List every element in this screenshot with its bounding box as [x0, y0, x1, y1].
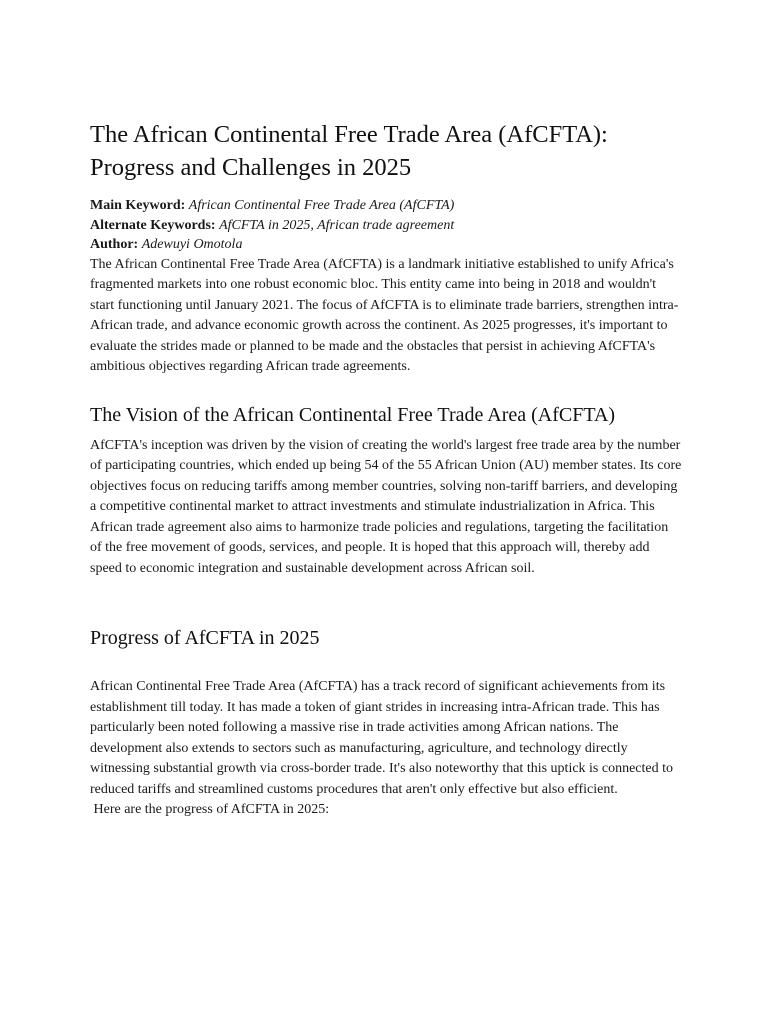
alternate-keywords-label: Alternate Keywords: — [90, 217, 216, 233]
main-keyword-label: Main Keyword: — [90, 198, 186, 213]
document-title: The African Continental Free Trade Area (AfCFTA): Progress and Challenges in 2025 — [90, 121, 608, 181]
author-value: Adewuyi Omotola — [141, 237, 243, 252]
alternate-keywords-line — [90, 216, 682, 236]
author-line — [90, 235, 682, 255]
main-keyword-line — [90, 196, 682, 216]
main-keyword-value: African Continental Free Trade Area (AfCFTA) — [188, 198, 455, 213]
progress-lead-in: Here are the progress of AfCFTA in 2025: — [90, 802, 330, 817]
progress-paragraph: African Continental Free Trade Area (AfCFTA) has a track record of significant achievements from its establishment till today. It has made a token of giant strides in increasing intra-African trade. This has particularly been noted following a massive rise in trade activities among African nations. The development also extends to sectors such as manufacturing, agriculture, and technology directly witnessing substantial growth via cross-border trade. It's also noteworthy that this uptick is connected to reduced tariffs and streamlined customs procedures that aren't only effective but also efficient. — [90, 679, 674, 797]
vision-heading: The Vision of the African Continental Free Trade Area (AfCFTA) — [90, 403, 616, 426]
author-label: Author: — [90, 237, 139, 252]
intro-paragraph: The African Continental Free Trade Area (AfCFTA) is a landmark initiative established to unify Africa's fragmented markets into one robust economic bloc. This entity came into being in 2018 and wouldn't start functioning until January 2021. The focus of AfCFTA is to eliminate trade barriers, strengthen intra-African trade, and advance economic growth across the continent. As 2025 progresses, it's important to evaluate the strides made or planned to be made and the obstacles that persist in achieving AfCFTA's ambitious objectives regarding African trade agreements. — [90, 256, 679, 374]
document-page — [90, 118, 682, 821]
progress-heading: Progress of AfCFTA in 2025 — [90, 627, 320, 649]
vision-paragraph: AfCFTA's inception was driven by the vision of creating the world's largest free trade area by the number of participating countries, which ended up being 54 of the 55 African Union (AU) member states. Its core objectives focus on reducing tariffs among member countries, solving non-tariff barriers, and developing a competitive continental market to attract investments and stimulate industrialization in Africa. This African trade agreement also aims to harmonize trade policies and regulations, targeting the facilitation of the free movement of goods, services, and people. It is hoped that this approach will, thereby add speed to economic integration and sustainable development across African soil. — [90, 437, 682, 576]
alternate-keywords-value: AfCFTA in 2025, African trade agreement — [219, 217, 455, 233]
